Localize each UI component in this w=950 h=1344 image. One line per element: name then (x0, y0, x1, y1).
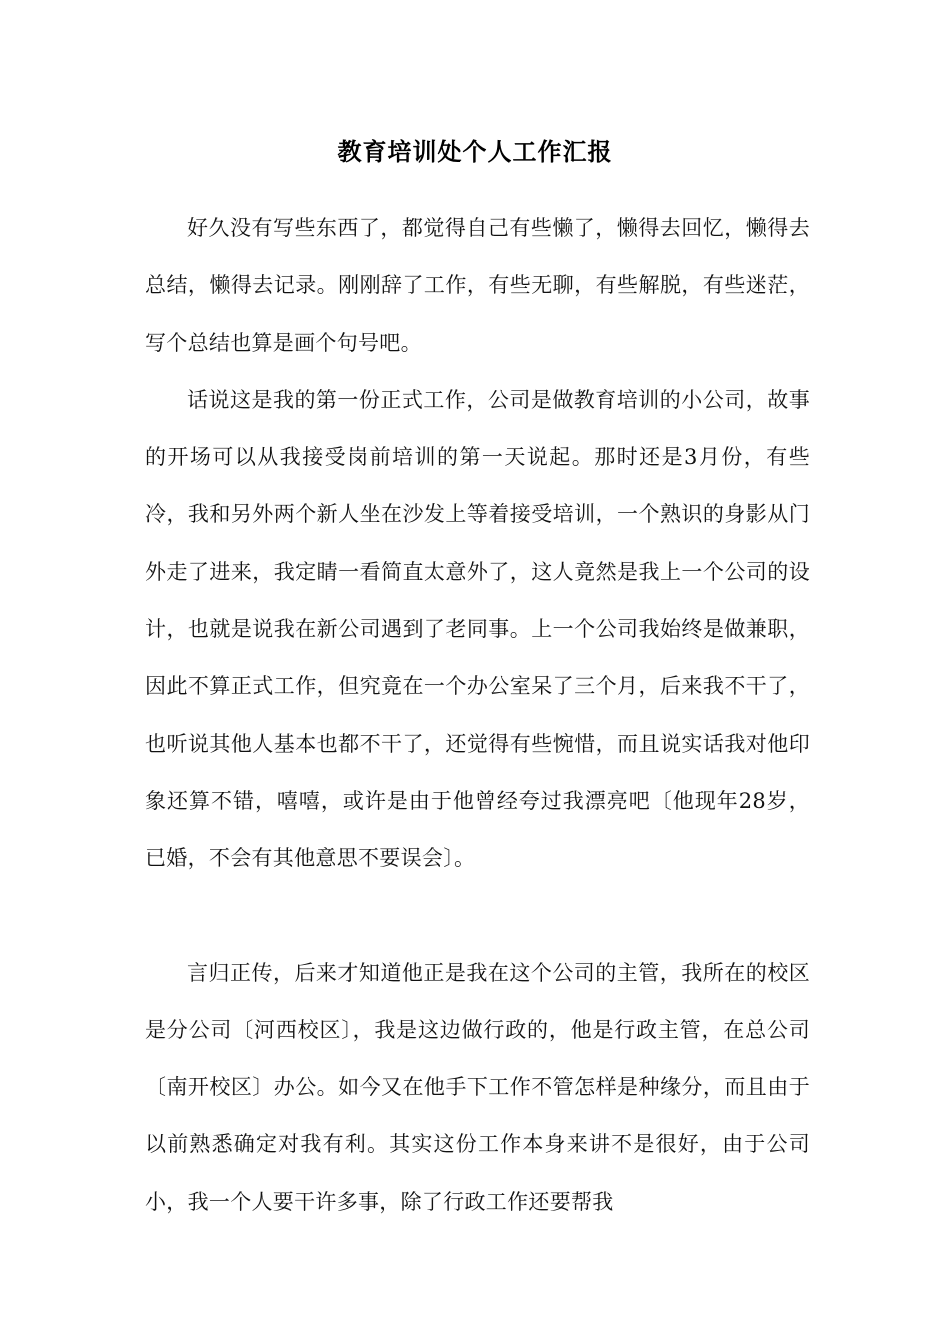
document-body (145, 200, 810, 1231)
paragraph-1: 好久没有写些东西了，都觉得自己有些懒了，懒得去回忆，懒得去总结，懒得去记录。刚刚辞了工作，有些无聊，有些解脱，有些迷茫，写个总结也算是画个句号吧。 (145, 216, 810, 355)
paragraph-2: 话说这是我的第一份正式工作，公司是做教育培训的小公司，故事的开场可以从我接受岗前培训的第一天说起。那时还是3月份，有些冷，我和另外两个新人坐在沙发上等着接受培训，一个熟识的身影从门外走了进来，我定睛一看简直太意外了，这人竟然是我上一个公司的设计，也就是说我在新公司遇到了老同事。上一个公司我始终是做兼职，因此不算正式工作，但究竟在一个办公室呆了三个月，后来我不干了，也听说其他人基本也都不干了，还觉得有些惋惜，而且说实话我对他印象还算不错，嘻嘻，或许是由于他曾经夸过我漂亮吧〔他现年28岁，已婚，不会有其他意思不要误会〕。 (145, 387, 810, 871)
document-title: 教育培训处个人工作汇报 (337, 137, 613, 166)
paragraph-3: 言归正传，后来才知道他正是我在这个公司的主管，我所在的校区是分公司〔河西校区〕，我是这边做行政的，他是行政主管，在总公司〔南开校区〕办公。如今又在他手下工作不管怎样是种缘分，而且由于以前熟悉确定对我有利。其实这份工作本身来讲不是很好，由于公司小，我一个人要干许多事，除了行政工作还要帮我 (145, 960, 810, 1214)
